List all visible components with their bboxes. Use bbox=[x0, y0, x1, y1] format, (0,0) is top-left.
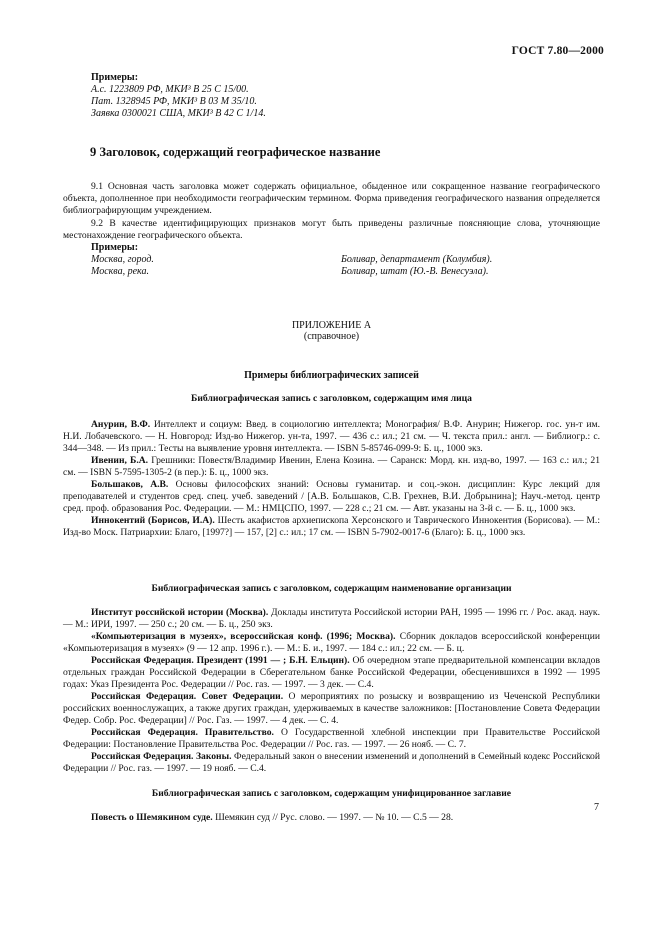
examples-row bbox=[91, 266, 600, 278]
paragraph: 9.2 В качестве идентифицирующих признаков могут быть приведены различные поясняющие слова, уточняющие местонахождение географического объекта. bbox=[63, 218, 600, 241]
appendix-heading bbox=[63, 370, 600, 381]
appendix-header bbox=[63, 320, 600, 342]
subsection-2 bbox=[63, 583, 600, 594]
entry: «Компьютеризация в музеях», всероссийская конф. (1996; Москва). Сборник докладов всероссийской конференции «Компьютеризация в музеях» (9 — 12 апр. 1996 г.). — М.: Б. и., 1997. — 184 с.: ил.; 22 см. — Б. ц. bbox=[63, 631, 600, 654]
entry: Российская Федерация. Законы. Федеральный закон о внесении изменений и дополнений в Семейный кодекс Российской Федерации // Рос. газ. — 1997. — 19 нояб. — С.4. bbox=[63, 751, 600, 774]
subsection-1 bbox=[63, 393, 600, 404]
appendix-title: ПРИЛОЖЕНИЕ А bbox=[291, 320, 372, 331]
entries-uniform-title bbox=[63, 812, 600, 824]
subsection-title: Библиографическая запись с заголовком, содержащим наименование организации bbox=[151, 583, 512, 594]
section-9-body bbox=[63, 181, 600, 278]
examples-label: Примеры: bbox=[91, 242, 139, 253]
entries-person bbox=[63, 419, 600, 539]
entry: Повесть о Шемякином суде. Шемякин суд // Рус. слово. — 1997. — № 10. — С.5 — 28. bbox=[91, 812, 454, 823]
paragraph: 9.1 Основная часть заголовка может содержать официальное, обыденное или сокращенное название географического объекта, дополненное при необходимости географическим термином. Форма приведения географического названия определяется библиографирующим учреждением. bbox=[63, 181, 600, 216]
standard-number: ГОСТ 7.80—2000 bbox=[511, 45, 604, 57]
entry: Большаков, А.В. Основы философских знаний: Основы гуманитар. и соц.-экон. дисциплин: Курс лекций для преподавателей и студентов сред. спец. учеб. заведений / [А.В. Большаков, С.В. Грехнев, В.И. Добрынина]; Науч.-метод. центр сред. проф. образования Рос. Федерации. — М.: НМЦСПО, 1997. — 228 с.; 21 см. — Авт. указаны на 3-й с. — Б. ц., 1000 экз. bbox=[63, 479, 600, 514]
example-left: Москва, река. bbox=[91, 266, 149, 277]
entry: Российская Федерация. Правительство. О Государственной хлебной инспекции при Правительстве Российской Федерации: Постановление Правительства Рос. Федерации // Рос. газ. — 1997. — 26 нояб. — С. 7. bbox=[63, 727, 600, 750]
example-left: Москва, город. bbox=[91, 254, 154, 265]
appendix-subtitle: (справочное) bbox=[303, 331, 360, 342]
heading: Примеры библиографических записей bbox=[244, 370, 419, 381]
entry: Российская Федерация. Президент (1991 — ; Б.Н. Ельцин). Об очередном этапе предварительной компенсации вкладов отдельных граждан Российской Федерации в Сберегательном банке Российской Федерации, обесценившихся в 1992 — 1995 годах: Указ Президента Рос. Федерации // Рос. газ. — 1997. — 3 дек. — С.4. bbox=[63, 655, 600, 690]
examples-row bbox=[91, 254, 600, 266]
example-line: А.с. 1223809 РФ, МКИ³ В 25 С 15/00. bbox=[91, 84, 249, 95]
example-line: Заявка 0300021 США, МКИ³ В 42 С 1/14. bbox=[91, 108, 266, 119]
entry: Иннокентий (Борисов, И.А). Шесть акафистов архиепископа Херсонского и Таврического Иннокентия (Борисова). — М.: Изд-во Моск. Патриархии: Благо, [1997?] — 157, [2] с.: ил.; 17 см. — ISBN 5-7902-0017-6 (Благо): Б. ц., 1000 экз. bbox=[63, 515, 600, 538]
section-heading: 9 Заголовок, содержащий географическое название bbox=[90, 145, 381, 159]
page-number: 7 bbox=[594, 802, 599, 813]
example-line: Пат. 1328945 РФ, МКИ³ В 03 М 35/10. bbox=[91, 96, 257, 107]
entry: Анурин, В.Ф. Интеллект и социум: Введ. в социологию интеллекта; Монография/ В.Ф. Анурин; Нижегор. гос. ун-т им. Н.И. Лобачевского. — Н. Новгород: Изд-во Нижегор. ун-та, 1997. — 436 с.: ил.; 21 см. — Ч. текста прил.: англ. — Библиогр.: с. 344—348. — Из прил.: Тесты на выявление уровня интеллекта. — ISBN 5-85746-099-9: Б. ц., 1000 экз. bbox=[63, 419, 600, 454]
entry: Российская Федерация. Совет Федерации. О мероприятиях по розыску и возвращению из Чеченской Республики российских военнослужащих, а также других граждан, удерживаемых в качестве заложников: [Постановление Совета Федерации Федер. Собр. Рос. Федерации] // Рос. Газ. — 1997. — 4 дек. — С. 4. bbox=[63, 691, 601, 726]
entry: Ивенин, Б.А. Грешники: Повестя/Владимир Ивенин, Елена Козина. — Саранск: Морд. кн. изд-во, 1997. — 163 с.: ил.; 21 см. — ISBN 5-7595-1305-2 (в пер.): Б. ц., 1000 экз. bbox=[63, 455, 600, 478]
example-right: Боливар, штат (Ю.-В. Венесуэла). bbox=[341, 266, 489, 277]
subsection-3 bbox=[63, 788, 600, 799]
example-right: Боливар, департамент (Колумбия). bbox=[341, 254, 493, 265]
examples-block bbox=[63, 72, 600, 120]
subsection-title: Библиографическая запись с заголовком, содержащим имя лица bbox=[191, 393, 472, 404]
examples-label: Примеры: bbox=[91, 72, 139, 83]
subsection-title: Библиографическая запись с заголовком, содержащим унифицированное заглавие bbox=[151, 788, 512, 799]
entry: Институт российской истории (Москва). Доклады института Российской истории РАН, 1995 — 1996 гг. / Рос. акад. наук. — М.: ИРИ, 1997. — 250 с.; 20 см. — Б. ц., 250 экз. bbox=[63, 607, 600, 630]
entries-organization bbox=[63, 607, 600, 775]
